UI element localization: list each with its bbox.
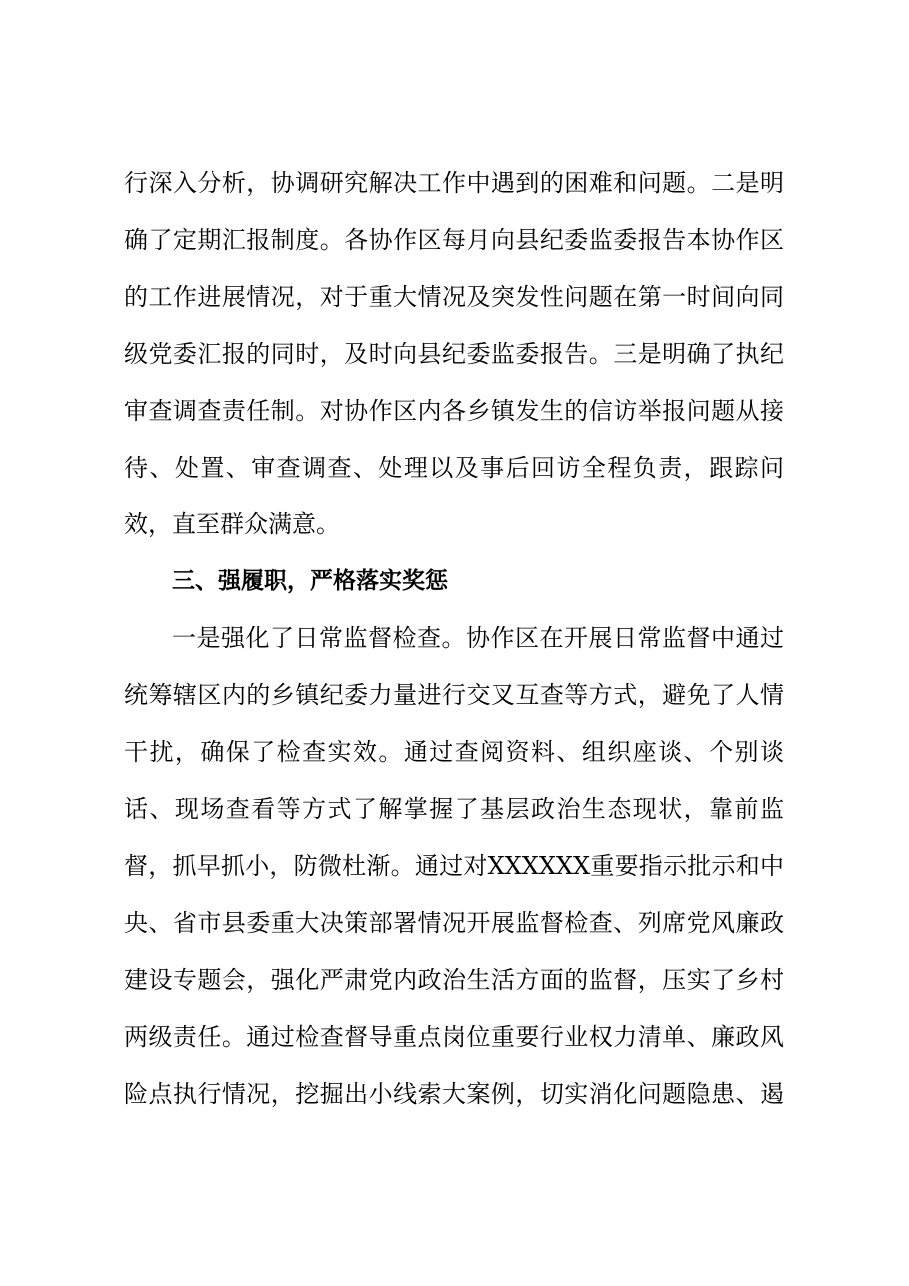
paragraph-1-line-3: 的工作进展情况，对于重大情况及突发性问题在第一时间向同: [124, 283, 784, 311]
paragraph-1-line-1: 行深入分析，协调研究解决工作中遇到的困难和问题。二是明: [124, 169, 784, 197]
paragraph-2-line-4: 话、现场查看等方式了解掌握了基层政治生态现状，靠前监: [124, 795, 784, 823]
paragraph-2-line-3: 干扰，确保了检查实效。通过查阅资料、组织座谈、个别谈: [124, 738, 784, 766]
paragraph-1-line-5: 审查调查责任制。对协作区内各乡镇发生的信访举报问题从接: [124, 397, 784, 425]
paragraph-1-line-7: 效，直至群众满意。: [124, 510, 340, 538]
paragraph-1-line-2: 确了定期汇报制度。各协作区每月向县纪委监委报告本协作区: [124, 226, 784, 254]
paragraph-2-line-5: 督，抓早抓小，防微杜渐。通过对XXXXXX重要指示批示和中: [124, 852, 784, 880]
paragraph-1-line-6: 待、处置、审查调查、处理以及事后回访全程负责，跟踪问: [124, 454, 784, 482]
paragraph-2-line-1: 一是强化了日常监督检查。协作区在开展日常监督中通过: [172, 624, 784, 652]
paragraph-2-line-6: 央、省市县委重大决策部署情况开展监督检查、列席党风廉政: [124, 909, 784, 937]
paragraph-2-line-8: 两级责任。通过检查督导重点岗位重要行业权力清单、廉政风: [124, 1023, 784, 1051]
paragraph-2-line-9: 险点执行情况，挖掘出小线索大案例，切实消化问题隐患、遏: [124, 1080, 784, 1108]
paragraph-2-line-7: 建设专题会，强化严肃党内政治生活方面的监督，压实了乡村: [124, 966, 784, 994]
paragraph-1-line-4: 级党委汇报的同时，及时向县纪委监委报告。三是明确了执纪: [124, 340, 784, 368]
paragraph-2-line-2: 统筹辖区内的乡镇纪委力量进行交叉互查等方式，避免了人情: [124, 681, 784, 709]
section-heading: 三、强履职，严格落实奖惩: [172, 568, 448, 594]
